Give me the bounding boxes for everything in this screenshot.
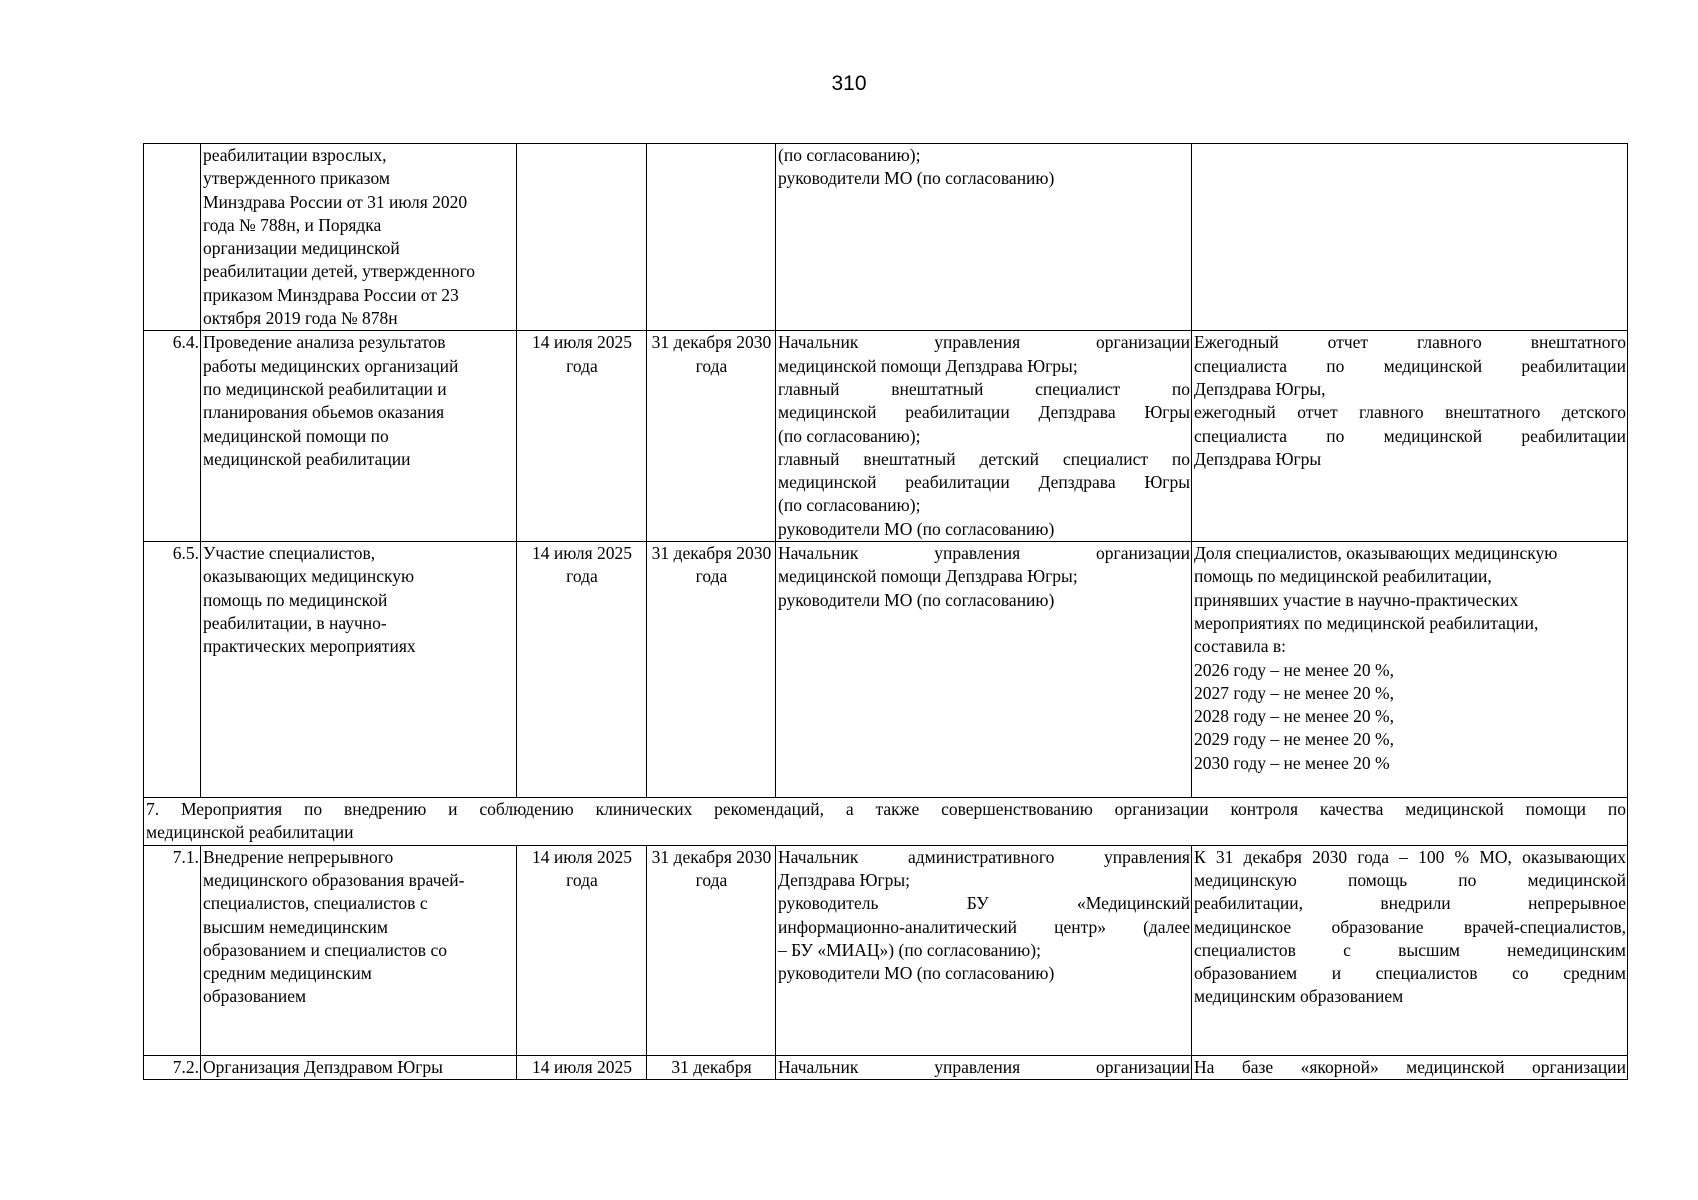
row-number-cell — [144, 144, 201, 331]
cell-text-line: (по согласованию); — [778, 495, 921, 516]
cell-text-line: Начальник управления организации — [778, 543, 1190, 564]
cell-text-line: года № 788н, и Порядка — [203, 214, 382, 235]
cell-text-line: (по согласованию); — [778, 145, 921, 165]
cell-text-line: организации медицинской — [203, 238, 400, 259]
cell-text-line: 2028 году – не менее 20 %, — [1194, 706, 1394, 727]
table-row — [144, 331, 1628, 542]
cell-text-line: главный внештатный специалист по — [778, 378, 1190, 399]
cell-text-line: Депздрава Югры, — [1194, 378, 1326, 399]
row-number-cell: 6.4. — [144, 331, 201, 542]
cell-text-line: К 31 декабря 2030 года – 100 % МО, оказывающих — [1194, 846, 1626, 867]
cell-text-line: Внедрение непрерывного — [203, 846, 394, 867]
cell-text-line: приказом Минздрава России от 23 — [203, 284, 459, 305]
end-date-cell: 31 декабря — [647, 1055, 776, 1079]
end-date-cell: 31 декабря 2030 года — [647, 331, 776, 542]
cell-text-line: информационно-аналитический центр» (далее — [778, 916, 1190, 937]
measure-name-cell — [201, 542, 517, 798]
measure-name-cell — [201, 331, 517, 542]
cell-text-line: На базе «якорной» медицинской организации — [1194, 1056, 1626, 1077]
cell-text-line: медицинской помощи Депздрава Югры; — [778, 355, 1078, 376]
cell-text-line: работы медицинских организаций — [203, 355, 459, 376]
row-number-cell: 6.5. — [144, 542, 201, 798]
cell-text-line: средним медицинским — [203, 963, 372, 984]
start-date-cell: 14 июля 2025 — [517, 1055, 647, 1079]
row-number-cell: 7.1. — [144, 845, 201, 1055]
responsible-cell — [776, 1055, 1192, 1079]
section-row — [144, 798, 1628, 846]
cell-text-line: утвержденного приказом — [203, 168, 390, 189]
cell-text-line: образованием — [203, 986, 307, 1007]
cell-text-line: руководитель БУ «Медицинский — [778, 893, 1190, 914]
cell-text-line: помощь по медицинской — [203, 589, 388, 610]
cell-text-line: Начальник управления организации — [778, 1056, 1190, 1077]
cell-text-line: Доля специалистов, оказывающих медицинскую — [1194, 543, 1558, 564]
section-heading-line: 7. Мероприятия по внедрению и соблюдению клинических рекомендаций, а также совершенствованию организации контроля качества медицинской помощи по — [146, 799, 1626, 820]
table-row — [144, 1055, 1628, 1079]
cell-text-line: октября 2019 года № 878н — [203, 308, 398, 329]
cell-text-line: Участие специалистов, — [203, 543, 376, 564]
cell-text-line: (по согласованию); — [778, 425, 921, 446]
cell-text-line: специалиста по медицинской реабилитации — [1194, 355, 1626, 376]
cell-text-line: медицинской реабилитации Депздрава Югры — [778, 402, 1190, 423]
cell-text-line: главный внештатный детский специалист по — [778, 448, 1190, 469]
cell-text-line: Минздрава России от 31 июля 2020 — [203, 191, 468, 212]
responsible-cell — [776, 542, 1192, 798]
cell-text-line: составила в: — [1194, 636, 1286, 657]
cell-text-line: реабилитации, внедрили непрерывное — [1194, 893, 1626, 914]
cell-text-line: ежегодный отчет главного внештатного детского — [1194, 402, 1626, 423]
cell-text-line: 2030 году – не менее 20 % — [1194, 752, 1390, 773]
cell-text-line: руководители МО (по согласованию) — [778, 963, 1055, 984]
cell-text-line: специалистов, специалистов с — [203, 893, 428, 914]
responsible-cell — [776, 845, 1192, 1055]
responsible-cell — [776, 144, 1192, 331]
cell-text-line: Начальник административного управления — [778, 846, 1190, 867]
cell-text-line: медицинскую помощь по медицинской — [1194, 869, 1626, 890]
section-heading — [144, 798, 1628, 846]
cell-text-line: 2029 году – не менее 20 %, — [1194, 729, 1394, 750]
cell-text-line: руководители МО (по согласованию) — [778, 589, 1055, 610]
cell-text-line: 2027 году – не менее 20 %, — [1194, 682, 1394, 703]
measure-name-cell — [201, 144, 517, 331]
cell-text-line: медицинским образованием — [1194, 986, 1404, 1007]
start-date-cell — [517, 144, 647, 331]
row-number-cell: 7.2. — [144, 1055, 201, 1079]
cell-text-line: Депздрава Югры; — [778, 869, 911, 890]
cell-text-line: помощь по медицинской реабилитации, — [1194, 566, 1492, 587]
measure-name-cell — [201, 845, 517, 1055]
cell-text-line: медицинской помощи по — [203, 425, 389, 446]
result-cell — [1192, 1055, 1628, 1079]
measures-table — [143, 143, 1628, 1080]
measure-name-cell — [201, 1055, 517, 1079]
cell-text-line: реабилитации взрослых, — [203, 145, 387, 165]
cell-text-line: реабилитации, в научно- — [203, 612, 387, 633]
start-date-cell: 14 июля 2025 года — [517, 331, 647, 542]
cell-text-line: реабилитации детей, утвержденного — [203, 261, 475, 282]
table-row — [144, 542, 1628, 798]
start-date-cell: 14 июля 2025 года — [517, 542, 647, 798]
cell-text-line: планирования обьемов оказания — [203, 402, 445, 423]
cell-text-line: мероприятиях по медицинской реабилитации, — [1194, 612, 1539, 633]
cell-text-line: медицинской реабилитации Депздрава Югры — [778, 472, 1190, 493]
cell-text-line: медицинского образования врачей- — [203, 869, 465, 890]
cell-text-line: Депздрава Югры — [1194, 448, 1322, 469]
cell-text-line: медицинской помощи Депздрава Югры; — [778, 566, 1078, 587]
cell-text-line: специалиста по медицинской реабилитации — [1194, 425, 1626, 446]
cell-text-line: Ежегодный отчет главного внештатного — [1194, 332, 1626, 353]
cell-text-line: образованием и специалистов со средним — [1194, 963, 1626, 984]
cell-text-line: принявших участие в научно-практических — [1194, 589, 1519, 610]
cell-text-line: образованием и специалистов со — [203, 939, 447, 960]
cell-text-line: по медицинской реабилитации и — [203, 378, 447, 399]
cell-text-line: – БУ «МИАЦ») (по согласованию); — [778, 939, 1041, 960]
cell-text-line: руководители МО (по согласованию) — [778, 518, 1055, 539]
cell-text-line: практических мероприятиях — [203, 636, 416, 657]
section-heading-line: медицинской реабилитации — [146, 822, 354, 843]
cell-text-line: 2026 году – не менее 20 %, — [1194, 659, 1394, 680]
cell-text-line: оказывающих медицинскую — [203, 566, 415, 587]
table-row — [144, 845, 1628, 1055]
result-cell — [1192, 331, 1628, 542]
cell-text-line: специалистов с высшим немедицинским — [1194, 939, 1626, 960]
result-cell — [1192, 144, 1628, 331]
page-number: 310 — [831, 72, 867, 95]
cell-text-line: медицинское образование врачей-специалистов, — [1194, 916, 1626, 937]
responsible-cell — [776, 331, 1192, 542]
cell-text-line: руководители МО (по согласованию) — [778, 168, 1055, 189]
table-row — [144, 144, 1628, 331]
cell-text-line: медицинской реабилитации — [203, 448, 411, 469]
end-date-cell: 31 декабря 2030 года — [647, 845, 776, 1055]
end-date-cell — [647, 144, 776, 331]
cell-text-line: высшим немедицинским — [203, 916, 388, 937]
end-date-cell: 31 декабря 2030 года — [647, 542, 776, 798]
cell-text-line: Начальник управления организации — [778, 332, 1190, 353]
cell-text-line: Организация Депздравом Югры — [203, 1056, 443, 1077]
result-cell — [1192, 542, 1628, 798]
cell-text-line: Проведение анализа результатов — [203, 332, 446, 353]
result-cell — [1192, 845, 1628, 1055]
start-date-cell: 14 июля 2025 года — [517, 845, 647, 1055]
